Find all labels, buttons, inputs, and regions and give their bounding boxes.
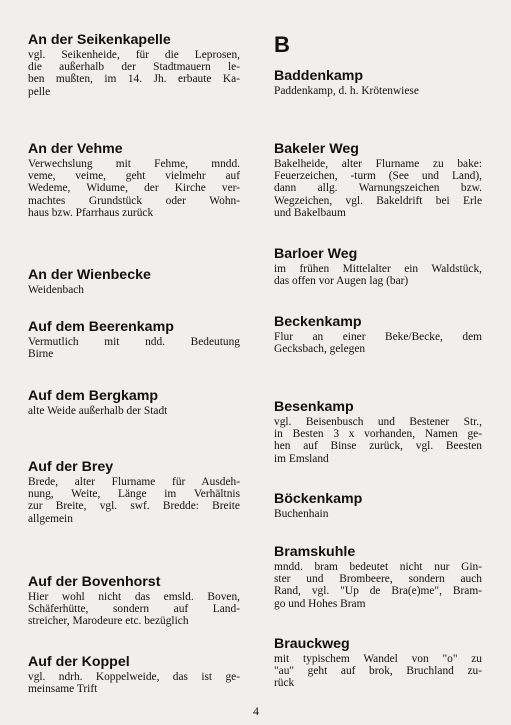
glossary-entry (274, 315, 482, 355)
glossary-entry (28, 33, 240, 98)
glossary-entry (28, 460, 240, 525)
entry-term: Beckenkamp (274, 314, 362, 330)
definition-line: "au" geht auf brok, Bruchland zu- (274, 665, 482, 678)
definition-line: alte Weide außerhalb der Stadt (28, 405, 168, 417)
definition-line: go und Hohes Bram (274, 597, 366, 610)
glossary-entry (274, 637, 482, 690)
glossary-entry (28, 575, 240, 628)
page-number: 4 (253, 704, 259, 718)
entry-term: Baddenkamp (274, 68, 364, 84)
definition-line: Bakelheide, alter Flurname zu bake: (274, 158, 482, 170)
definition-line: im frühen Mittelalter ein Waldstück, (274, 263, 482, 275)
definition-line: Paddenkamp, d. h. Krötenwiese (274, 85, 419, 97)
entry-definition (28, 405, 240, 417)
entry-term: Böckenkamp (274, 491, 363, 507)
definition-line: mit typischem Wandel von "o" zu (274, 653, 482, 665)
left-column (28, 0, 240, 725)
entry-term: Bramskuhle (274, 544, 356, 560)
entry-definition (28, 476, 240, 525)
definition-line: Weidenbach (28, 284, 85, 296)
definition-line: meinsame Trift (28, 683, 98, 696)
definition-line: Buchenhain (274, 508, 329, 520)
glossary-entry (28, 320, 240, 360)
entry-definition (274, 158, 482, 219)
entry-term: Brauckweg (274, 636, 350, 652)
definition-line: rück (274, 677, 295, 690)
definition-line: zur Breite, vgl. swf. Bredde: Breite (28, 500, 240, 513)
definition-line: pelle (28, 85, 51, 98)
entry-definition (28, 671, 240, 695)
entry-term: Barloer Weg (274, 246, 358, 262)
entry-term: Auf der Brey (28, 459, 114, 475)
definition-line: die außerhalb der Stadtmauern le- (28, 61, 240, 74)
definition-line: vgl. Seikenheide, für die Leprosen, (28, 49, 240, 61)
definition-line: das offen vor Augen lag (bar) (274, 275, 409, 288)
definition-line: ben mußten, im 14. Jh. erbaute Ka- (28, 73, 240, 86)
definition-line: mndd. bram bedeutet nicht nur Gin- (274, 561, 482, 573)
definition-line: machtes Grundstück oder Wohn- (28, 194, 240, 207)
definition-line: veme, veime, geht vielmehr auf (28, 170, 240, 183)
definition-line: Flur an einer Beke/Becke, dem (274, 331, 482, 343)
entry-definition (274, 508, 482, 520)
entry-term: Besenkamp (274, 399, 354, 415)
definition-line: Wegzeichen, vgl. Bakeldrift bei Erle (274, 194, 482, 207)
entry-definition (274, 85, 482, 97)
section-letter: B (274, 32, 290, 57)
definition-line: Wedeme, Widume, der Kirche ver- (28, 182, 240, 195)
definition-line: vgl. ndrh. Koppelweide, das ist ge- (28, 671, 240, 683)
entry-term: Auf dem Beerenkamp (28, 319, 174, 335)
definition-line: Feuerzeichen, -turm (See und Land), (274, 170, 482, 183)
glossary-entry (274, 247, 482, 287)
entry-term: Bakeler Weg (274, 141, 359, 157)
entry-term: Auf dem Bergkamp (28, 388, 159, 404)
definition-line: Hier wohl nicht das emsld. Boven, (28, 591, 240, 603)
glossary-entry (274, 545, 482, 610)
entry-definition (28, 158, 240, 219)
definition-line: Gecksbach, gelegen (274, 343, 366, 356)
definition-line: im Emsland (274, 452, 329, 465)
definition-line: haus bzw. Pfarrhaus zurück (28, 206, 154, 219)
glossary-entry (274, 69, 482, 97)
entry-term: Auf der Bovenhorst (28, 574, 161, 590)
right-column (274, 0, 482, 725)
definition-line: Vermutlich mit ndd. Bedeutung (28, 336, 240, 348)
entry-definition (274, 416, 482, 465)
glossary-entry (28, 142, 240, 219)
definition-line: streicher, Marodeure etc. bezüglich (28, 615, 189, 628)
glossary-entry (274, 400, 482, 465)
definition-line: allgemein (28, 512, 73, 525)
entry-definition (274, 653, 482, 690)
definition-line: Verwechslung mit Fehme, mndd. (28, 158, 240, 170)
entry-term: Auf der Koppel (28, 654, 130, 670)
definition-line: nung, Weite, Länge im Verhältnis (28, 488, 240, 501)
definition-line: in Besten 3 x vorhanden, Namen ge- (274, 428, 482, 441)
definition-line: Rand, vgl. "Up de Bra(e)me", Bram- (274, 585, 482, 598)
entry-term: An der Vehme (28, 141, 123, 157)
entry-definition (28, 591, 240, 628)
glossary-entry (28, 389, 240, 417)
entry-definition (28, 284, 240, 296)
glossary-entry (274, 492, 482, 520)
entry-definition (28, 336, 240, 360)
definition-line: und Bakelbaum (274, 206, 346, 219)
entry-definition (274, 263, 482, 287)
entry-term: An der Seikenkapelle (28, 32, 171, 48)
definition-line: vgl. Beisenbusch und Bestener Str., (274, 416, 482, 428)
glossary-entry (28, 268, 240, 296)
definition-line: Schäferhütte, sondern auf Land- (28, 603, 240, 616)
glossary-entry (28, 655, 240, 695)
definition-line: hen auf Binse zurück, vgl. Beesten (274, 440, 482, 453)
entry-definition (274, 331, 482, 355)
glossary-entry (274, 142, 482, 219)
entry-definition (274, 561, 482, 610)
definition-line: dann allg. Warnungszeichen bzw. (274, 182, 482, 195)
entry-term: An der Wienbecke (28, 267, 151, 283)
definition-line: Brede, alter Flurname für Ausdeh- (28, 476, 240, 488)
definition-line: ster und Brombeere, sondern auch (274, 573, 482, 586)
entry-definition (28, 49, 240, 98)
definition-line: Birne (28, 348, 54, 361)
